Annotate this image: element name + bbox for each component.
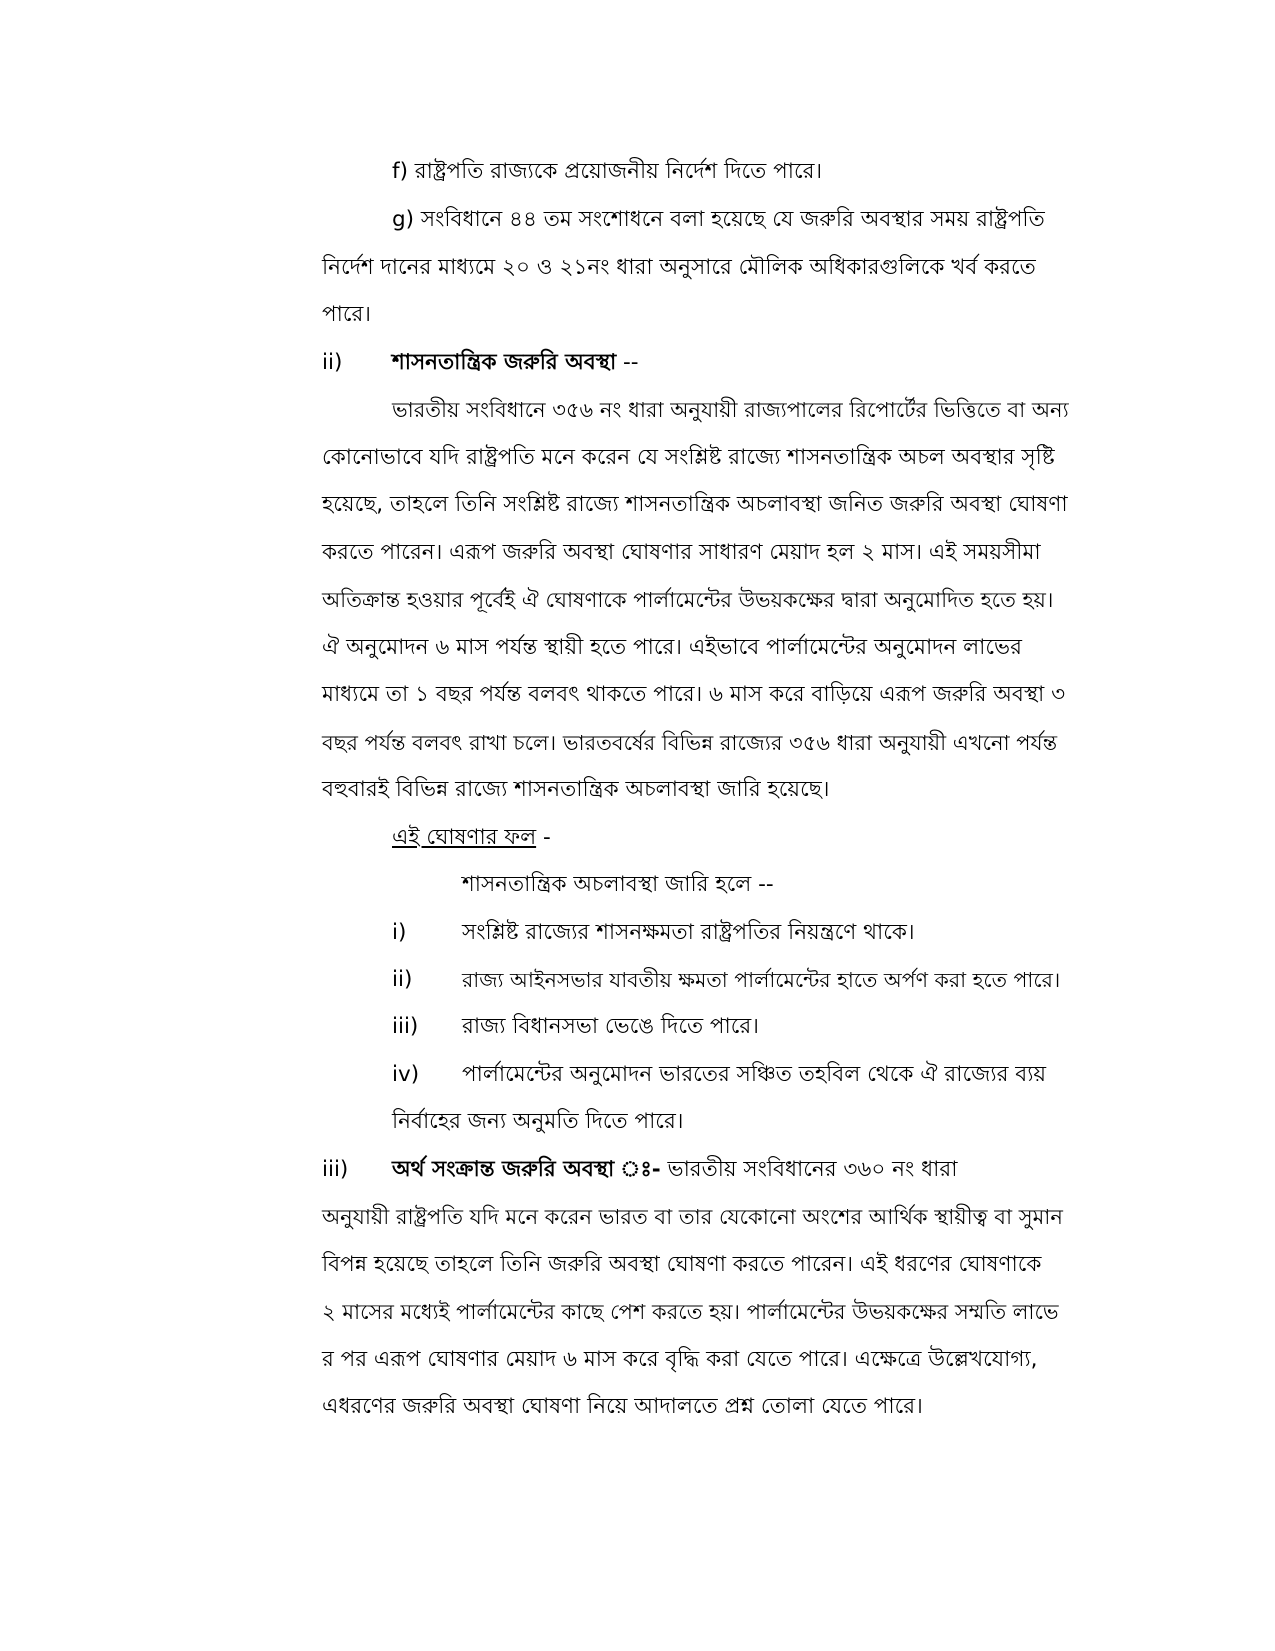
para-iii-line: র পর এরূপ ঘোষণার মেয়াদ ৬ মাস করে বৃদ্ধি করা যেতে পারে। এক্ষেত্রে উল্লেখযোগ্য, — [322, 1347, 1038, 1372]
para-ii-line: করতে পারেন। এরূপ জরুরি অবস্থা ঘোষণার সাধারণ মেয়াদ হল ২ মাস। এই সময়সীমা — [322, 540, 1041, 565]
effect-heading — [392, 823, 551, 853]
effect-item: পার্লামেন্টের অনুমোদন ভারতের সঞ্চিত তহবিল থেকে ঐ রাজ্যের ব্যয় — [462, 1062, 1047, 1087]
effect-intro: শাসনতান্ত্রিক অচলাবস্থা জারি হলে -- — [462, 872, 774, 897]
para-ii-line: ভারতীয় সংবিধানে ৩৫৬ নং ধারা অনুযায়ী রাজ্যপালের রিপোর্টের ভিত্তিতে বা অন্য — [392, 398, 1069, 422]
point-f: f) রাষ্ট্রপতি রাজ্যকে প্রয়োজনীয় নির্দেশ দিতে পারে। — [392, 159, 823, 184]
heading-ii-dash: -- — [616, 350, 639, 375]
para-iii-line: বিপন্ন হয়েছে তাহলে তিনি জরুরি অবস্থা ঘোষণা করতে পারেন। এই ধরণের ঘোষণাকে — [322, 1252, 1042, 1277]
effect-item-continuation: নির্বাহের জন্য অনুমতি দিতে পারে। — [392, 1109, 684, 1134]
effect-item: রাজ্য আইনসভার যাবতীয় ক্ষমতা পার্লামেন্টের হাতে অর্পণ করা হতে পারে। — [462, 968, 1061, 992]
para-ii-line: ঐ অনুমোদন ৬ মাস পর্যন্ত স্থায়ী হতে পারে। এইভাবে পার্লামেন্টের অনুমোদন লাভের — [322, 635, 1022, 660]
para-ii-line: বছর পর্যন্ত বলবৎ রাখা চলে। ভারতবর্ষের বিভিন্ন রাজ্যের ৩৫৬ ধারা অনুযায়ী এখনো পর্যন্ত — [322, 731, 1058, 755]
para-ii-line: মাধ্যমে তা ১ বছর পর্যন্ত বলবৎ থাকতে পারে। ৬ মাস করে বাড়িয়ে এরূপ জরুরি অবস্থা ৩ — [322, 682, 1066, 707]
para-ii-line: বহুবারই বিভিন্ন রাজ্যে শাসনতান্ত্রিক অচলাবস্থা জারি হয়েছে। — [322, 777, 830, 802]
point-g-line-1: g) সংবিধানে ৪৪ তম সংশোধনে বলা হয়েছে যে জরুরি অবস্থার সময় রাষ্ট্রপতি — [392, 207, 1045, 232]
para-ii-line: কোনোভাবে যদি রাষ্ট্রপতি মনে করেন যে সংশ্লিষ্ট রাজ্যে শাসনতান্ত্রিক অচল অবস্থার সৃষ্টি — [322, 445, 1055, 470]
effect-heading-label: এই ঘোষণার ফল — [392, 825, 537, 850]
heading-iii — [392, 1155, 957, 1185]
para-iii-line: ২ মাসের মধ্যেই পার্লামেন্টের কাছে পেশ করতে হয়। পার্লামেন্টের উভয়কক্ষের সম্মতি লাভে — [322, 1300, 1059, 1324]
effect-number: ii) — [392, 967, 413, 992]
para-ii-line: অতিক্রান্ত হওয়ার পূর্বেই ঐ ঘোষণাকে পার্লামেন্টের উভয়কক্ষের দ্বারা অনুমোদিত হতে হয়। — [322, 588, 1054, 612]
para-iii-line: অনুযায়ী রাষ্ট্রপতি যদি মনে করেন ভারত বা তার যেকোনো অংশের আর্থিক স্থায়ীত্ব বা সুমান — [322, 1205, 1063, 1229]
effect-number: i) — [392, 920, 407, 945]
heading-iii-rest: ভারতীয় সংবিধানের ৩৬০ নং ধারা — [660, 1157, 958, 1182]
point-g-line-2: নির্দেশ দানের মাধ্যমে ২০ ও ২১নং ধারা অনুসারে মৌলিক অধিকারগুলিকে খর্ব করতে — [322, 255, 1036, 280]
para-ii-line: হয়েছে, তাহলে তিনি সংশ্লিষ্ট রাজ্যে শাসনতান্ত্রিক অচলাবস্থা জনিত জরুরি অবস্থা ঘোষণা — [322, 492, 1068, 517]
point-g-line-3: পারে। — [322, 302, 371, 327]
heading-ii-title: শাসনতান্ত্রিক জরুরি অবস্থা — [392, 350, 617, 375]
heading-iii-number: iii) — [322, 1157, 349, 1182]
effect-item: সংশ্লিষ্ট রাজ্যের শাসনক্ষমতা রাষ্ট্রপতির নিয়ন্ত্রণে থাকে। — [462, 920, 915, 945]
effect-heading-suffix: - — [536, 825, 551, 850]
para-iii-line: এধরণের জরুরি অবস্থা ঘোষণা নিয়ে আদালতে প্রশ্ন তোলা যেতে পারে। — [322, 1394, 923, 1419]
effect-number: iv) — [392, 1062, 420, 1087]
heading-iii-title: অর্থ সংক্রান্ত জরুরি অবস্থা ঃ- — [392, 1157, 661, 1182]
effect-item: রাজ্য বিধানসভা ভেঙে দিতে পারে। — [462, 1014, 759, 1039]
heading-ii — [392, 348, 639, 378]
effect-number: iii) — [392, 1014, 419, 1039]
heading-ii-number: ii) — [322, 350, 343, 375]
